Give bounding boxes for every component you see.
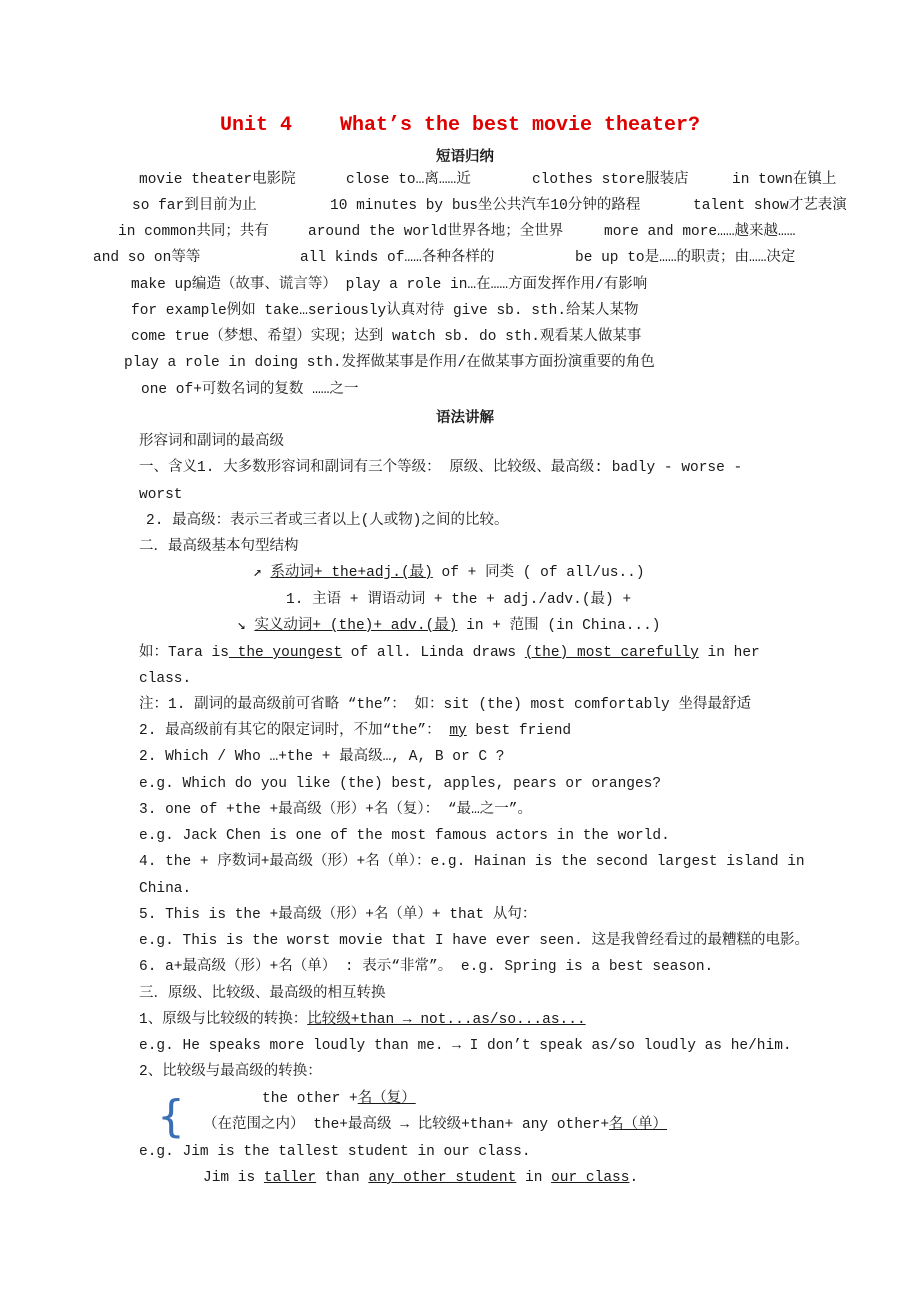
text-seg: of all. Linda draws [342,645,525,661]
underlined-seg: 名（复） [357,1091,416,1107]
structure-line-main: 1. 主语 + 谓语动词 + the + adj./adv.(最) + [286,592,632,608]
structure-underlined: 实义动词+ (the)+ adv.(最) [254,618,458,634]
phrase-item: clothes store服装店 [532,172,689,188]
note-line: 三．原级、比较级、最高级的相互转换 [139,986,386,1002]
structure-rest: in + 范围 (in China...) [457,618,661,634]
note-line: 2、比较级与最高级的转换： [139,1064,322,1080]
text-seg: best friend [466,723,572,739]
note-line [139,721,571,741]
text-seg: in [516,1170,552,1186]
underlined-seg: any other student [368,1170,517,1186]
phrase-item: more and more……越来越…… [604,224,796,240]
underlined-seg: my [449,723,467,739]
example-line [203,1168,638,1188]
grammar-line: 二．最高级基本句型结构 [139,539,299,555]
note-line: e.g. He speaks more loudly than me. → I don’t speak as/so loudly as he/him. [139,1038,792,1054]
phrase-item: talent show才艺表演 [693,198,847,214]
text-seg: than [316,1170,369,1186]
grammar-line: 2. 最高级：表示三者或三者以上(人或物)之间的比较。 [146,513,509,529]
example-line: class. [139,671,192,687]
underlined-seg: (the) most carefully [524,645,699,661]
phrase-item: around the world世界各地；全世界 [308,224,564,240]
phrase-item: movie theater电影院 [139,172,296,188]
underlined-seg: 名（单） [609,1117,668,1133]
note-line: China. [139,881,192,897]
left-brace-icon: { [157,1091,185,1142]
phrase-line: for example例如 take…seriously认真对待 give sb. sth.给某人某物 [131,303,639,319]
example-line [139,643,760,663]
text-seg: 如：Tara is [139,645,229,661]
arrow-up-right-icon: ↗ [253,565,262,581]
arrow-down-right-icon: ↘ [237,618,246,634]
brace-line [262,1089,416,1109]
phrase-line: play a role in doing sth.发挥做某事是作用/在做某事方面扮演重要的角色 [124,355,655,371]
note-line [139,1010,586,1030]
note-line: 2. Which / Who …+the + 最高级…, A, B or C ? [139,749,505,765]
text-seg: in her [698,645,760,661]
phrase-line: come true（梦想、希望）实现；达到 watch sb. do sth.观看某人做某事 [131,329,642,345]
structure-underlined: 系动词+ the+adj.(最) [270,565,433,581]
example-line: e.g. Jim is the tallest student in our class. [139,1144,531,1160]
note-line: 4. the + 序数词+最高级（形）+名（单）：e.g. Hainan is the second largest island in [139,854,805,870]
grammar-line: 形容词和副词的最高级 [139,434,284,450]
section-heading-grammar: 语法讲解 [436,410,494,426]
phrase-item: in common共同；共有 [118,224,269,240]
brace-line [203,1115,667,1135]
phrase-item: be up to是……的职责；由……决定 [575,250,796,266]
note-line: 3. one of +the +最高级（形）+名（复）： “最…之一”。 [139,802,532,818]
structure-line-action-verb [237,616,661,636]
page-title: Unit 4 What’s the best movie theater? [219,114,701,137]
note-line: e.g. Jack Chen is one of the most famous actors in the world. [139,828,670,844]
phrase-item: close to…离……近 [346,172,471,188]
text-seg: . [629,1170,639,1186]
structure-rest: of + 同类 ( of all/us..) [432,565,645,581]
grammar-line: 一、含义1. 大多数形容词和副词有三个等级： 原级、比较级、最高级: badly - worse - [139,460,743,476]
text-seg: 2. 最高级前有其它的限定词时，不加“the”： [139,723,450,739]
underlined-seg: the youngest [228,645,343,661]
text-seg: 1、原级与比较级的转换： [139,1012,308,1028]
note-line: e.g. Which do you like (the) best, apples, pears or oranges? [139,776,662,792]
underlined-seg: our class [551,1170,630,1186]
phrase-item: 10 minutes by bus坐公共汽车10分钟的路程 [330,198,641,214]
note-line: 6. a+最高级（形）+名（单） : 表示“非常”。 e.g. Spring is a best season. [139,959,714,975]
phrase-item: so far到目前为止 [132,198,257,214]
text-seg: （在范围之内） the+最高级 → 比较级+than+ any other+ [203,1117,610,1133]
phrase-line: one of+可数名词的复数 ……之一 [141,382,359,398]
section-heading-phrases: 短语归纳 [436,149,494,165]
text-seg: Jim is [203,1170,264,1186]
structure-line-linking-verb [253,563,645,583]
phrase-item: all kinds of……各种各样的 [300,250,495,266]
phrase-item: in town在镇上 [732,172,837,188]
note-line: 5. This is the +最高级（形）+名（单）+ that 从句： [139,907,537,923]
underlined-seg: 比较级+than → not...as/so...as... [307,1012,586,1028]
text-seg: the other + [262,1091,358,1107]
phrase-item: and so on等等 [93,250,201,266]
note-line: e.g. This is the worst movie that I have ever seen. 这是我曾经看过的最糟糕的电影。 [139,933,809,949]
grammar-line: worst [139,487,183,503]
underlined-seg: taller [263,1170,317,1186]
note-line: 注：1. 副词的最高级前可省略 “the”： 如：sit (the) most comfortably 坐得最舒适 [139,697,751,713]
phrase-line: make up编造（故事、谎言等） play a role in…在……方面发挥作用/有影响 [131,277,648,293]
